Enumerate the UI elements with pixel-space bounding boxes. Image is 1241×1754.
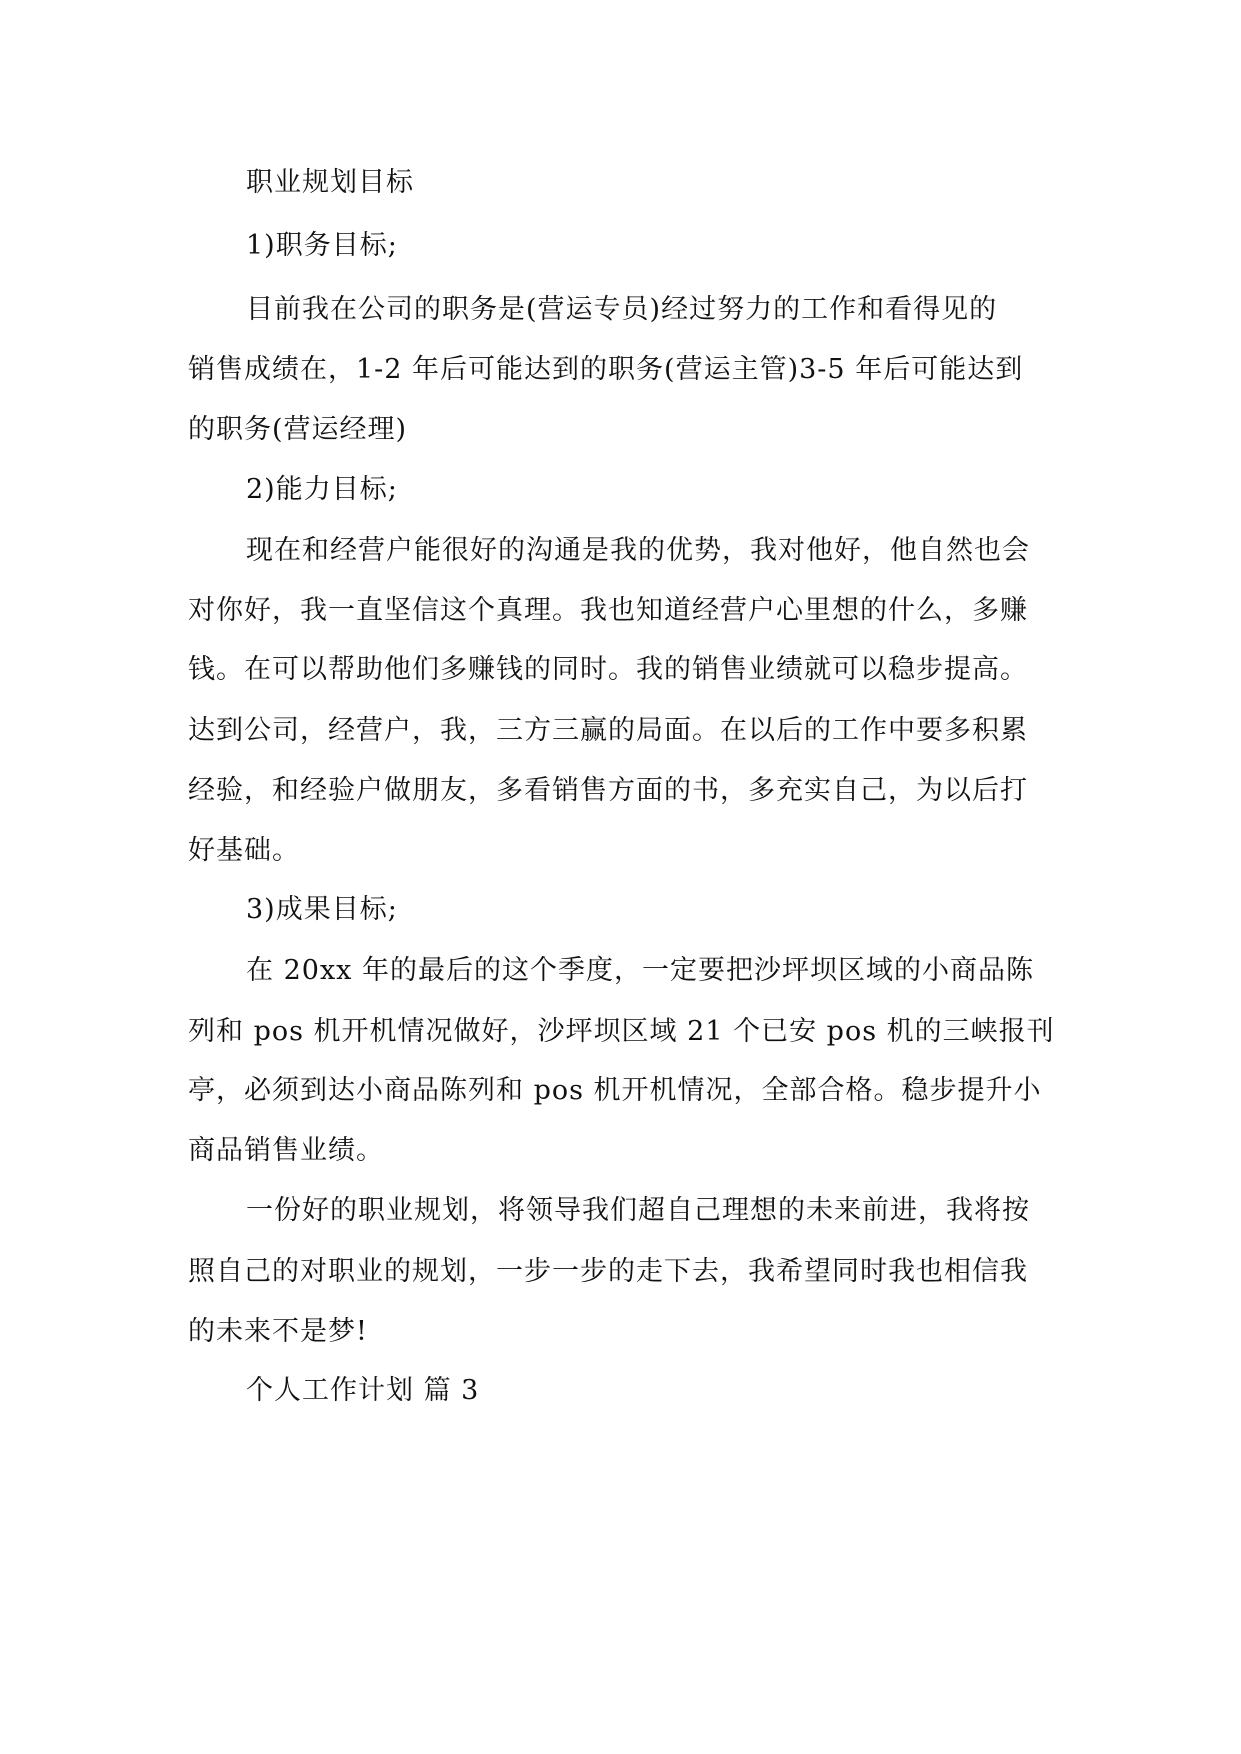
section-heading-career-goals: 职业规划目标 — [246, 167, 414, 198]
paragraph-line: 目前我在公司的职务是(营运专员)经过努力的工作和看得见的 — [246, 294, 998, 325]
paragraph-line: 对你好，我一直坚信这个真理。我也知道经营户心里想的什么，多赚 — [188, 595, 1028, 626]
paragraph-line: 的职务(营运经理) — [188, 414, 408, 445]
paragraph-line: 钱。在可以帮助他们多赚钱的同时。我的销售业绩就可以稳步提高。 — [188, 654, 1028, 685]
paragraph-line: 经验，和经验户做朋友，多看销售方面的书，多充实自己，为以后打 — [188, 775, 1028, 806]
paragraph-line: 销售成绩在，1-2 年后可能达到的职务(营运主管)3-5 年后可能达到 — [188, 354, 1024, 385]
paragraph-line: 现在和经营户能很好的沟通是我的优势，我对他好，他自然也会 — [246, 535, 1030, 566]
paragraph-line: 照自己的对职业的规划，一步一步的走下去，我希望同时我也相信我 — [188, 1256, 1028, 1287]
subheading-position-goal: 1)职务目标; — [246, 230, 398, 261]
subheading-ability-goal: 2)能力目标; — [246, 474, 398, 505]
section-heading-work-plan: 个人工作计划 篇 3 — [246, 1375, 480, 1406]
paragraph-line: 在 20xx 年的最后的这个季度，一定要把沙坪坝区域的小商品陈 — [246, 955, 1034, 986]
paragraph-line: 列和 pos 机开机情况做好，沙坪坝区域 21 个已安 pos 机的三峡报刊 — [188, 1016, 1055, 1047]
paragraph-line: 好基础。 — [188, 835, 300, 866]
paragraph-line: 亭，必须到达小商品陈列和 pos 机开机情况，全部合格。稳步提升小 — [188, 1075, 1042, 1106]
paragraph-line: 一份好的职业规划，将领导我们超自己理想的未来前进，我将按 — [246, 1195, 1030, 1226]
paragraph-line: 达到公司，经营户，我，三方三赢的局面。在以后的工作中要多积累 — [188, 715, 1028, 746]
subheading-results-goal: 3)成果目标; — [246, 894, 398, 925]
paragraph-line: 商品销售业绩。 — [188, 1135, 384, 1166]
paragraph-line: 的未来不是梦! — [188, 1316, 368, 1347]
